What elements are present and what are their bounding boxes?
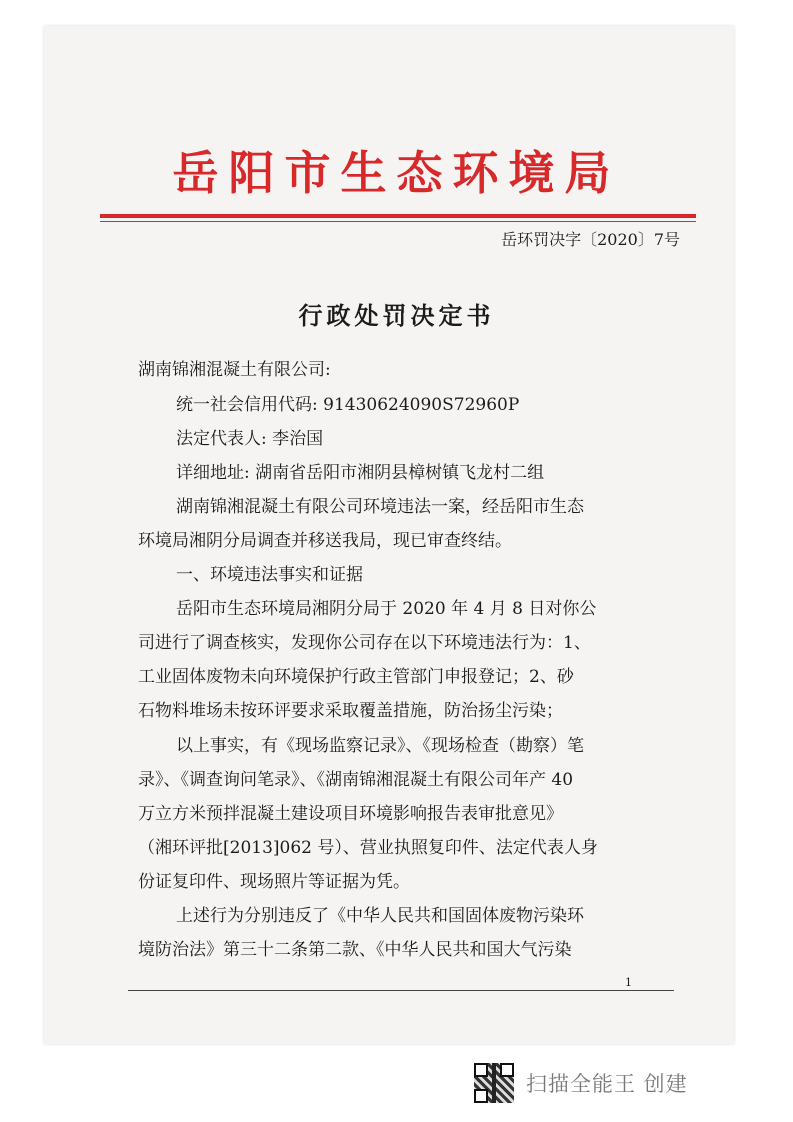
- body-line: 司进行了调查核实，发现你公司存在以下环境违法行为：1、: [138, 633, 591, 653]
- org-header: 岳阳市生态环境局: [172, 146, 621, 200]
- detailed-address: 详细地址: 湖南省岳阳市湘阴县樟树镇飞龙村二组: [176, 463, 545, 483]
- qr-finder-icon: [500, 1063, 514, 1077]
- body-line: 录》、《调查询问笔录》、《湖南锦湘混凝土有限公司年产 40: [138, 770, 574, 790]
- body-line: 工业固体废物未向环境保护行政主管部门申报登记；2、砂: [138, 667, 574, 687]
- body-line: 湖南锦湘混凝土有限公司环境违法一案，经岳阳市生态: [176, 497, 584, 517]
- body-line: 以上事实，有《现场监察记录》、《现场检查（勘察）笔: [176, 736, 584, 756]
- qr-finder-icon: [474, 1089, 488, 1103]
- body-line: 境防治法》第三十二条第二款、《中华人民共和国大气污染: [138, 940, 572, 960]
- body-line: 岳阳市生态环境局湘阴分局于 2020 年 4 月 8 日对你公: [176, 599, 597, 619]
- body-line: 石物料堆场未按环评要求采取覆盖措施，防治扬尘污染；: [138, 701, 563, 721]
- body-line: 份证复印件、现场照片等证据为凭。: [138, 872, 410, 892]
- page-number: 1: [625, 976, 632, 989]
- qr-finder-icon: [474, 1063, 488, 1077]
- body-line: （湘环评批[2013]062 号）、营业执照复印件、法定代表人身: [138, 838, 598, 858]
- footer-rule: [128, 990, 674, 991]
- body-line: 上述行为分别违反了《中华人民共和国固体废物污染环: [176, 906, 584, 926]
- recipient-name: 湖南锦湘混凝土有限公司:: [138, 360, 331, 380]
- qr-code-icon: [474, 1063, 514, 1103]
- header-red-rule: [100, 214, 696, 218]
- legal-representative: 法定代表人: 李治国: [176, 429, 324, 449]
- document-title: 行政处罚决定书: [298, 301, 495, 330]
- document-number: 岳环罚决字〔2020〕7号: [501, 230, 680, 249]
- body-line: 万立方米预拌混凝土建设项目环境影响报告表审批意见》: [138, 804, 563, 824]
- scanner-watermark: 扫描全能王 创建: [526, 1072, 688, 1096]
- body-line: 环境局湘阴分局调查并移送我局，现已审查终结。: [138, 531, 512, 551]
- credit-code: 统一社会信用代码: 91430624090S72960P: [176, 395, 520, 415]
- section-heading: 一、环境违法事实和证据: [176, 565, 363, 585]
- header-red-rule-thin: [100, 221, 696, 222]
